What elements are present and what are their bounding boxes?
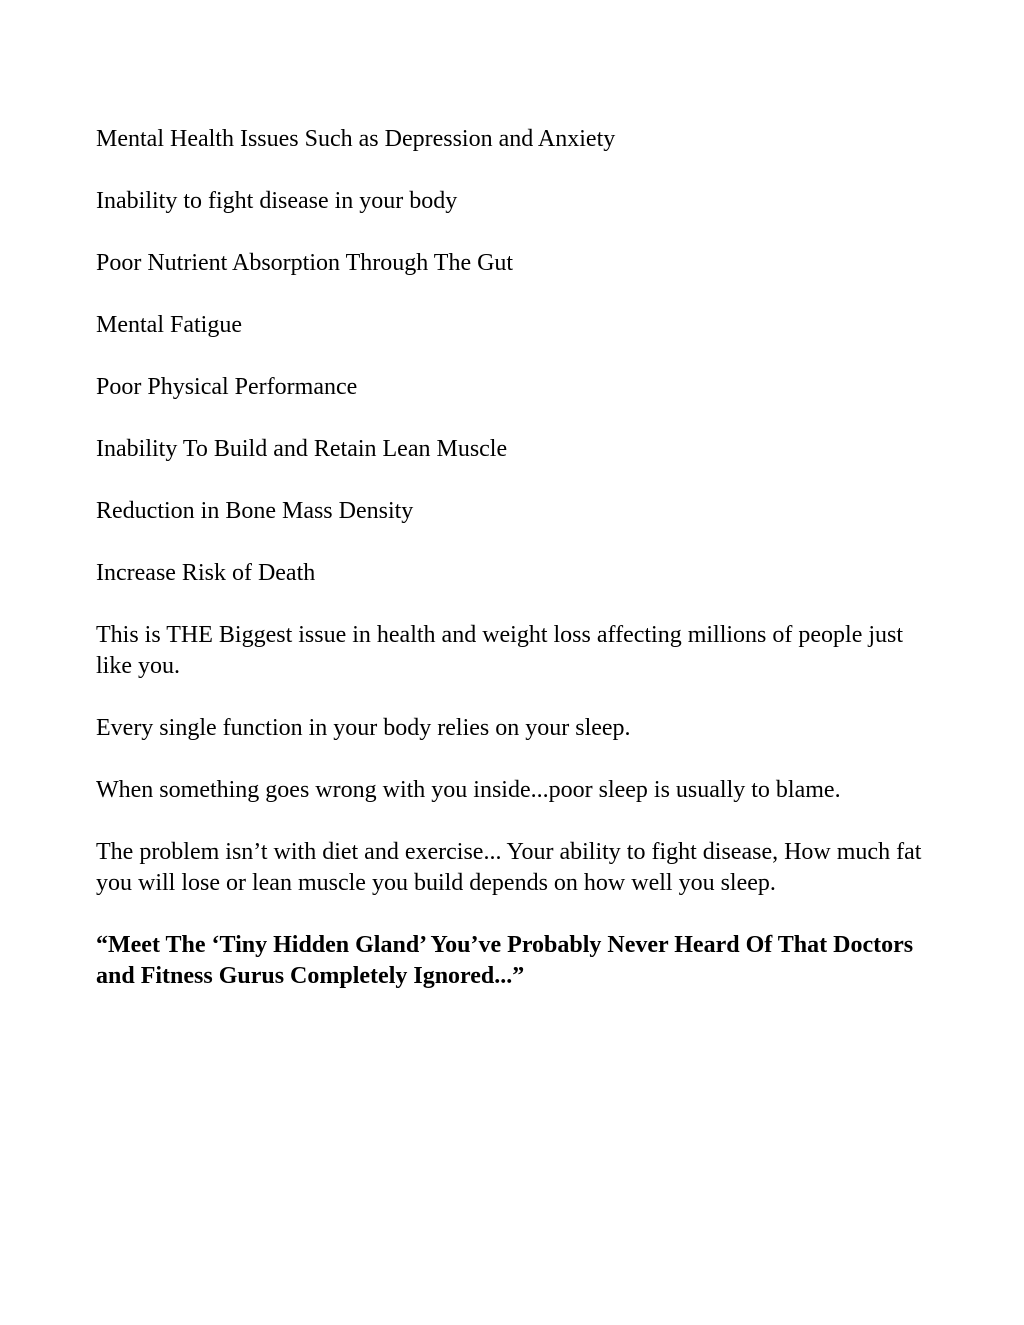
body-paragraph: This is THE Biggest issue in health and weight loss affecting millions of people just like you. <box>96 622 904 679</box>
list-item: Mental Fatigue <box>96 312 242 338</box>
list-item: Reduction in Bone Mass Density <box>96 498 414 524</box>
headline: “Meet The ‘Tiny Hidden Gland’ You’ve Probably Never Heard Of That Doctors and Fitness Gurus Completely Ignored...” <box>96 932 914 989</box>
list-item: Poor Nutrient Absorption Through The Gut <box>96 250 514 276</box>
list-item: Mental Health Issues Such as Depression and Anxiety <box>96 126 616 152</box>
body-paragraph: Every single function in your body relies on your sleep. <box>96 715 631 741</box>
body-paragraph: The problem isn’t with diet and exercise... Your ability to fight disease, How much fat you will lose or lean muscle you build depends on how well you sleep. <box>96 839 922 896</box>
document-page <box>96 124 936 992</box>
list-item: Increase Risk of Death <box>96 560 316 586</box>
list-item: Poor Physical Performance <box>96 374 358 400</box>
list-item: Inability To Build and Retain Lean Muscle <box>96 436 508 462</box>
list-item: Inability to fight disease in your body <box>96 188 458 214</box>
body-paragraph: When something goes wrong with you inside...poor sleep is usually to blame. <box>96 777 841 803</box>
